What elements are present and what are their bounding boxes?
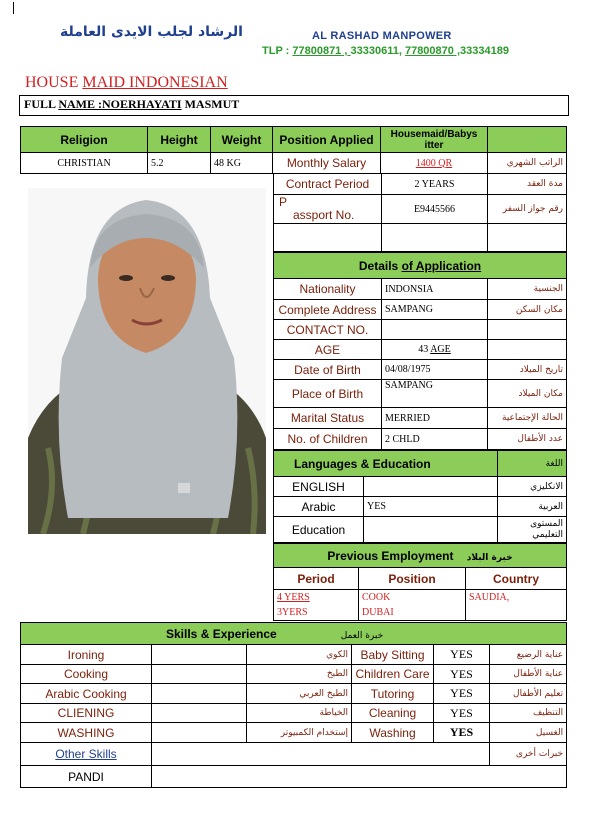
details-title-a: Details: [358, 258, 402, 273]
dob-label: Date of Birth: [274, 360, 382, 380]
employment-period-1: 4 YERS: [277, 592, 310, 603]
skill-cleaning-value: YES: [434, 704, 490, 723]
full-name-label-u: NAME :: [58, 97, 103, 111]
document-title: [25, 74, 228, 92]
age-number: 43: [418, 344, 431, 355]
religion-header: Religion: [21, 127, 148, 153]
phone-sep: ,: [398, 45, 405, 57]
skill-baby-sitting: Baby Sitting: [352, 645, 434, 665]
empty-cell: [382, 224, 488, 252]
address-value: SAMPANG: [382, 300, 488, 320]
full-name-surname: MASMUT: [181, 97, 240, 111]
full-name-label: FULL: [24, 97, 59, 111]
other-skills-value-cell: [152, 743, 490, 766]
skill-children-care: Children Care: [352, 665, 434, 684]
age-value: [382, 340, 488, 360]
full-name-value: NOERHAYATI: [102, 97, 182, 111]
age-unit: AGE: [430, 344, 451, 355]
phone-sep: ,: [453, 45, 461, 57]
skills-title-en: Skills & Experience: [166, 626, 277, 641]
phone-2: 33330611: [350, 45, 399, 57]
period-header: Period: [274, 568, 359, 590]
passport-label-p: P: [279, 195, 288, 209]
skills-title-ar: خبرة العمل: [340, 630, 384, 641]
weight-header: Weight: [211, 127, 273, 153]
skill-computer-ar: إستخدام الكمبيوتر: [247, 723, 352, 743]
skill-ironing: Ironing: [21, 645, 152, 665]
details-title-b: of Application: [401, 258, 482, 273]
skill-washing-left: WASHING: [21, 723, 152, 743]
age-ar: [488, 340, 567, 360]
skill-baby-sitting-ar: عناية الرضيع: [490, 645, 567, 665]
skill-baby-sitting-value: YES: [434, 645, 490, 665]
religion-value: CHRISTIAN: [21, 153, 148, 174]
skill-ironing-value: [152, 645, 247, 665]
education-value: [364, 517, 498, 543]
passport-value: E9445566: [382, 195, 488, 224]
contact-value: [382, 320, 488, 340]
position-value: Housemaid/Babys itter: [381, 127, 488, 153]
height-value: 5.2: [148, 153, 211, 174]
nationality-value: INDONSIA: [382, 279, 488, 300]
skill-arabic-cooking: Arabic Cooking: [21, 684, 152, 704]
arabic-ar: العربية: [498, 497, 567, 517]
details-title: [274, 253, 567, 279]
other-skills-label: Other Skills: [21, 743, 152, 766]
position-header: Position: [359, 568, 466, 590]
languages-title-ar: اللغة: [498, 451, 567, 477]
skill-arabic-cooking-ar: الطبخ العربي: [247, 684, 352, 704]
monthly-salary-ar: الراتب الشهري: [488, 153, 567, 174]
skill-washing-value: YES: [434, 723, 490, 743]
height-header: Height: [148, 127, 211, 153]
skill-arabic-cooking-value: [152, 684, 247, 704]
full-name-line: [24, 97, 239, 112]
passport-ar: رقم جواز السفر: [488, 195, 567, 224]
english-ar: الانكليزي: [498, 477, 567, 497]
employment-title-en: Previous Employment: [327, 548, 454, 563]
tlp-label: TLP :: [262, 45, 290, 57]
employment-title-ar: خبرة البلاد: [466, 552, 513, 563]
pob-label: Place of Birth: [274, 380, 382, 408]
education-ar: [498, 517, 567, 543]
empty-cell: [274, 224, 382, 252]
english-label: ENGLISH: [274, 477, 364, 497]
position-applied-header: Position Applied: [273, 127, 381, 153]
contact-label: CONTACT NO.: [274, 320, 382, 340]
phone-3: 77800870: [404, 45, 454, 57]
passport-label: [274, 195, 382, 224]
pob-ar: مكان الميلاد: [488, 380, 567, 408]
monthly-salary-label: Monthly Salary: [273, 153, 381, 174]
education-ar-line1: المستوى: [530, 518, 563, 529]
dob-ar: تاريخ الميلاد: [488, 360, 567, 380]
company-name-ar: الرشاد لجلب الايدى العاملة: [60, 24, 243, 40]
education-label: Education: [274, 517, 364, 543]
languages-title: Languages & Education: [274, 451, 498, 477]
languages-table: [273, 450, 567, 543]
title-prefix: HOUSE: [25, 74, 83, 91]
dob-value: 04/08/1975: [382, 360, 488, 380]
employment-position-2: DUBAI: [362, 607, 394, 618]
details-table: [273, 252, 567, 450]
skill-cliening-ar: الخياطة: [247, 704, 352, 723]
candidate-photo: [28, 188, 266, 534]
top-empty-cell: [488, 127, 567, 153]
phone-4: 33334189: [460, 45, 509, 57]
employment-period-2: 3YERS: [277, 607, 308, 618]
marital-value: MERRIED: [382, 408, 488, 429]
skill-cliening: CLIENING: [21, 704, 152, 723]
pob-value: SAMPANG: [382, 380, 488, 408]
skill-tutoring-value: YES: [434, 684, 490, 704]
contract-table: [273, 173, 567, 252]
empty-cell: [488, 224, 567, 252]
children-ar: عدد الأطفال: [488, 429, 567, 450]
skill-tutoring: Tutoring: [352, 684, 434, 704]
nationality-ar: الجنسية: [488, 279, 567, 300]
skill-cliening-value: [152, 704, 247, 723]
contract-period-ar: مدة العقد: [488, 174, 567, 195]
weight-value: 48 KG: [211, 153, 273, 174]
skill-children-care-value: YES: [434, 665, 490, 684]
skill-cleaning: Cleaning: [352, 704, 434, 723]
candidate-photo-illustration: [28, 188, 266, 534]
skills-table: [20, 622, 567, 788]
skill-cooking-value: [152, 665, 247, 684]
employment-table: [273, 543, 567, 621]
corner-mark: [13, 2, 14, 14]
employment-position-1: COOK: [362, 592, 391, 603]
employment-period-cell: [274, 590, 359, 621]
top-info-table: [20, 126, 567, 174]
skill-cleaning-ar: التنظيف: [490, 704, 567, 723]
skill-washing: Washing: [352, 723, 434, 743]
other-skill-empty: [152, 766, 567, 788]
arabic-label: Arabic: [274, 497, 364, 517]
company-phones: [262, 45, 509, 57]
children-value: 2 CHLD: [382, 429, 488, 450]
education-ar-line2: التعليمي: [532, 529, 563, 540]
employment-position-cell: [359, 590, 466, 621]
monthly-salary-value: 1400 QR: [381, 153, 488, 174]
contract-period-value: 2 YEARS: [382, 174, 488, 195]
skill-cooking: Cooking: [21, 665, 152, 684]
arabic-value: YES: [364, 497, 498, 517]
skill-washing-ar: الغسيل: [490, 723, 567, 743]
other-skill-pandi: PANDI: [21, 766, 152, 788]
skill-ironing-ar: الكوي: [247, 645, 352, 665]
company-name-en: AL RASHAD MANPOWER: [312, 30, 452, 42]
title-underlined: MAID INDONESIAN: [82, 74, 228, 91]
marital-ar: الحالة الإجتماعية: [488, 408, 567, 429]
children-label: No. of Children: [274, 429, 382, 450]
skill-washing-left-value: [152, 723, 247, 743]
employment-title: [274, 544, 567, 568]
skill-tutoring-ar: تعليم الأطفال: [490, 684, 567, 704]
contract-period-label: Contract Period: [274, 174, 382, 195]
nationality-label: Nationality: [274, 279, 382, 300]
skill-cooking-ar: الطبخ: [247, 665, 352, 684]
full-name-box: [19, 95, 569, 116]
address-ar: مكان السكن: [488, 300, 567, 320]
passport-label-rest: assport No.: [293, 208, 355, 222]
country-header: Country: [466, 568, 567, 590]
skill-children-care-ar: عناية الأطفال: [490, 665, 567, 684]
other-skills-ar: خبرات أخرى: [490, 743, 567, 766]
employment-country-cell: [466, 590, 567, 621]
age-label: AGE: [274, 340, 382, 360]
contact-ar: [488, 320, 567, 340]
phone-1: 77800871: [292, 45, 342, 57]
skills-title: [21, 623, 567, 645]
marital-label: Marital Status: [274, 408, 382, 429]
phone-sep: ,: [341, 45, 351, 57]
english-value: [364, 477, 498, 497]
address-label: Complete Address: [274, 300, 382, 320]
employment-country-1: SAUDIA,: [469, 592, 510, 603]
